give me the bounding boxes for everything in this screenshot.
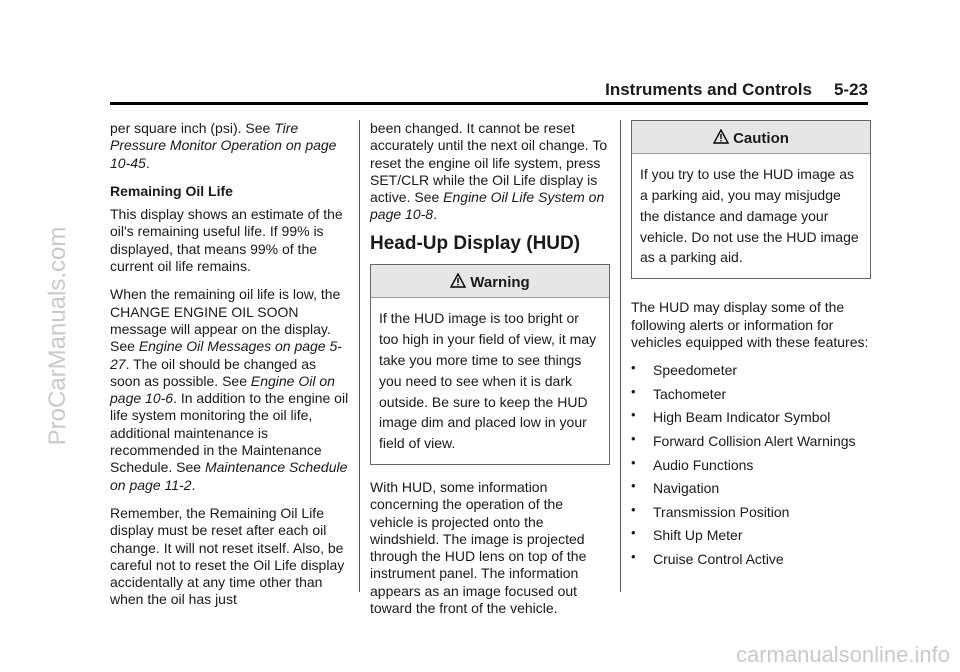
paragraph: This display shows an estimate of the oil's remaining useful life. If 99% is displayed, that means 99% of the current oil life remains. [110,206,343,275]
page-number: 5-23 [833,80,868,99]
cross-reference: Engine Oil Life System on page 10-8 [370,189,605,223]
page-header [110,80,868,105]
text: When the remaining oil life is low, the CHANGE ENGINE OIL SOON message will appear on the display. See [110,286,341,355]
paragraph: With HUD, some information concerning the operation of the vehicle is projected onto the windshield. The image is projected through the HUD lens on top of the instrument panel. The information appears as an image focused out toward the front of the vehicle. [370,478,587,617]
list-item [631,409,871,426]
list-item-label: Forward Collision Alert Warnings [653,432,856,449]
cross-reference: Engine Oil on page 10-6 [110,372,335,407]
column-1 [110,120,350,620]
caution-triangle-icon [713,129,729,144]
bullet-icon: • [631,454,636,470]
cross-reference: Engine Oil Messages on page 5-27 [110,338,342,372]
header-title [605,80,868,100]
warning-header [371,265,609,298]
warning-triangle-icon [450,273,466,288]
warning-box [370,264,610,465]
list-item-label: Cruise Control Active [653,550,784,567]
section-title: Instruments and Controls [605,80,812,99]
paragraph [370,120,610,224]
caution-text: If you try to use the HUD image as a parking aid, you may misjudge the distance and damage your vehicle. Do not use the HUD image as a parking aid. [640,166,859,266]
paragraph: The HUD may display some of the following alerts or information for vehicles equipped with these features: [631,299,869,350]
paragraph [110,120,350,172]
caution-box [631,120,871,279]
bullet-icon: • [631,383,636,399]
bullet-icon: • [631,525,636,541]
feature-list [631,362,871,568]
warning-title: Warning [470,274,530,292]
bullet-icon: • [631,407,636,423]
column-2 [370,120,610,628]
list-item [631,548,871,568]
paragraph: Remember, the Remaining Oil Life display must be reset after each oil change. It will not reset itself. Also, be careful not to reset the Oil Life display accidentally at any time other than when the oil has just [110,504,345,608]
text: . In addition to the engine oil life system monitoring the oil life, additional maintenance is recommended in the Maintenance Schedule. See [110,390,349,476]
list-item [631,527,871,544]
bullet-icon: • [631,430,636,446]
caution-title: Caution [733,130,789,147]
text: per square inch (psi). See [110,120,275,136]
list-item-label: Shift Up Meter [653,527,743,544]
column-divider [620,120,621,592]
list-item [631,501,871,521]
text: . The oil should be changed as soon as possible. See [110,355,317,389]
bullet-icon: • [631,478,636,494]
list-item [631,430,871,450]
column-3 [631,120,871,575]
section-heading: Head-Up Display (HUD) [370,232,581,254]
list-item-label: Transmission Position [653,503,790,520]
bullet-icon: • [631,548,636,564]
list-item [631,454,871,474]
watermark-bottom: carmanualsonline.info [735,642,950,667]
list-item-label: Audio Functions [653,456,754,473]
watermark-left: ProCarManuals.com [44,226,71,446]
cross-reference: Maintenance Schedule on page 11-2 [110,459,348,493]
warning-text: If the HUD image is too bright or too high in your field of view, it may take you more time to see things you need to see when it is dark outside. Be sure to keep the HUD image dim and placed low in your field of view. [379,310,597,452]
text: been changed. It cannot be reset accurately until the next oil change. To reset the engine oil life system, press SET/CLR while the Oil Life display is active. See [370,120,608,206]
list-item-label: Speedometer [653,362,738,379]
column-divider [359,120,360,592]
list-item-label: High Beam Indicator Symbol [653,409,831,426]
bullet-icon: • [631,360,636,376]
bullet-icon: • [631,501,636,517]
subheading-remaining-oil-life: Remaining Oil Life [110,182,233,199]
paragraph [110,286,350,494]
list-item-label: Navigation [653,480,720,497]
text: . [433,206,437,223]
cross-reference: Tire Pressure Monitor Operation on page 10-45 [110,120,337,171]
text: . [145,154,150,171]
caution-header [632,121,870,154]
list-item [631,480,871,497]
text: . [191,476,196,493]
list-item [631,362,871,379]
list-item-label: Tachometer [653,385,727,402]
list-item [631,383,871,403]
